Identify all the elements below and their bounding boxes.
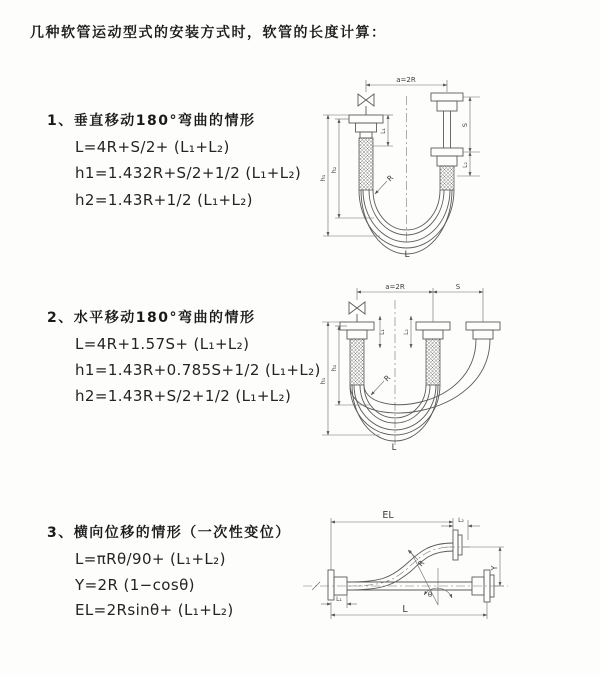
dim-label-theta: θ xyxy=(427,591,433,599)
dim-label-l2: L₂ xyxy=(458,517,464,524)
diagram-vertical-180-bend xyxy=(308,68,548,263)
dim-label-l: L xyxy=(391,443,397,453)
dim-label-l2: L₂ xyxy=(462,162,469,168)
dim-label-s: S xyxy=(461,122,469,128)
section-1-formula-h2: h2=1.43R+1/2 (L₁+L₂) xyxy=(75,191,253,209)
dim-label-r: R xyxy=(382,373,393,384)
diagram-horizontal-180-bend xyxy=(310,280,575,460)
section-3-formula-EL: EL=2Rsinθ+ (L₁+L₂) xyxy=(75,601,234,619)
dim-label-r: R xyxy=(415,558,427,569)
valve-icon xyxy=(358,94,374,115)
section-2-formula-L: L=4R+1.57S+ (L₁+L₂) xyxy=(75,335,250,353)
section-3-heading: 3、横向位移的情形（一次性变位） xyxy=(47,525,291,541)
dim-label-l1: L₁ xyxy=(336,596,342,603)
dim-label-el: EL xyxy=(382,510,394,521)
section-2-heading: 2、水平移动180°弯曲的情形 xyxy=(47,310,256,326)
dim-label-h1: h₁ xyxy=(319,174,327,182)
section-1-formula-h1: h1=1.432R+S/2+1/2 (L₁+L₂) xyxy=(75,164,302,182)
dim-label-h2: h₂ xyxy=(330,166,338,174)
section-2-formula-h1: h1=1.43R+0.785S+1/2 (L₁+L₂) xyxy=(75,361,321,379)
section-1-heading: 1、垂直移动180°弯曲的情形 xyxy=(47,113,256,129)
left-fitting xyxy=(340,322,374,385)
dim-label-l: L xyxy=(404,250,410,260)
dim-label-l1: L₁ xyxy=(380,128,387,134)
dim-label-l: L xyxy=(402,604,408,615)
left-fitting xyxy=(349,115,383,190)
dim-label-a2r: a=2R xyxy=(396,76,416,84)
dim-label-y: Y xyxy=(490,565,499,571)
section-2-formula-h2: h2=1.43R+S/2+1/2 (L₁+L₂) xyxy=(75,387,292,405)
right-upper-fitting xyxy=(446,530,470,560)
diagram-lateral-displacement xyxy=(298,496,598,656)
right-fitting xyxy=(466,322,500,339)
section-3-formula-L: L=πRθ/90+ (L₁+L₂) xyxy=(75,550,226,568)
dim-label-a2r: a=2R xyxy=(385,283,405,291)
hose-u-bend-moved xyxy=(350,339,490,413)
section-3-formula-Y: Y=2R (1−cosθ) xyxy=(75,576,195,594)
valve-icon xyxy=(349,302,365,322)
page-title: 几种软管运动型式的安装方式时，软管的长度计算： xyxy=(30,25,387,41)
hose-s-curve xyxy=(347,543,453,590)
right-fitting xyxy=(431,93,463,190)
dim-label-s: S xyxy=(455,283,461,291)
dim-label-r: R xyxy=(385,173,396,184)
dim-label-h1: h₁ xyxy=(319,377,327,385)
dim-label-l1: L₁ xyxy=(379,329,386,335)
section-1-formula-L: L=4R+S/2+ (L₁+L₂) xyxy=(75,138,230,156)
dim-label-h2: h₂ xyxy=(330,364,338,372)
middle-fitting xyxy=(416,322,450,385)
dim-label-l2: L₂ xyxy=(403,329,410,335)
